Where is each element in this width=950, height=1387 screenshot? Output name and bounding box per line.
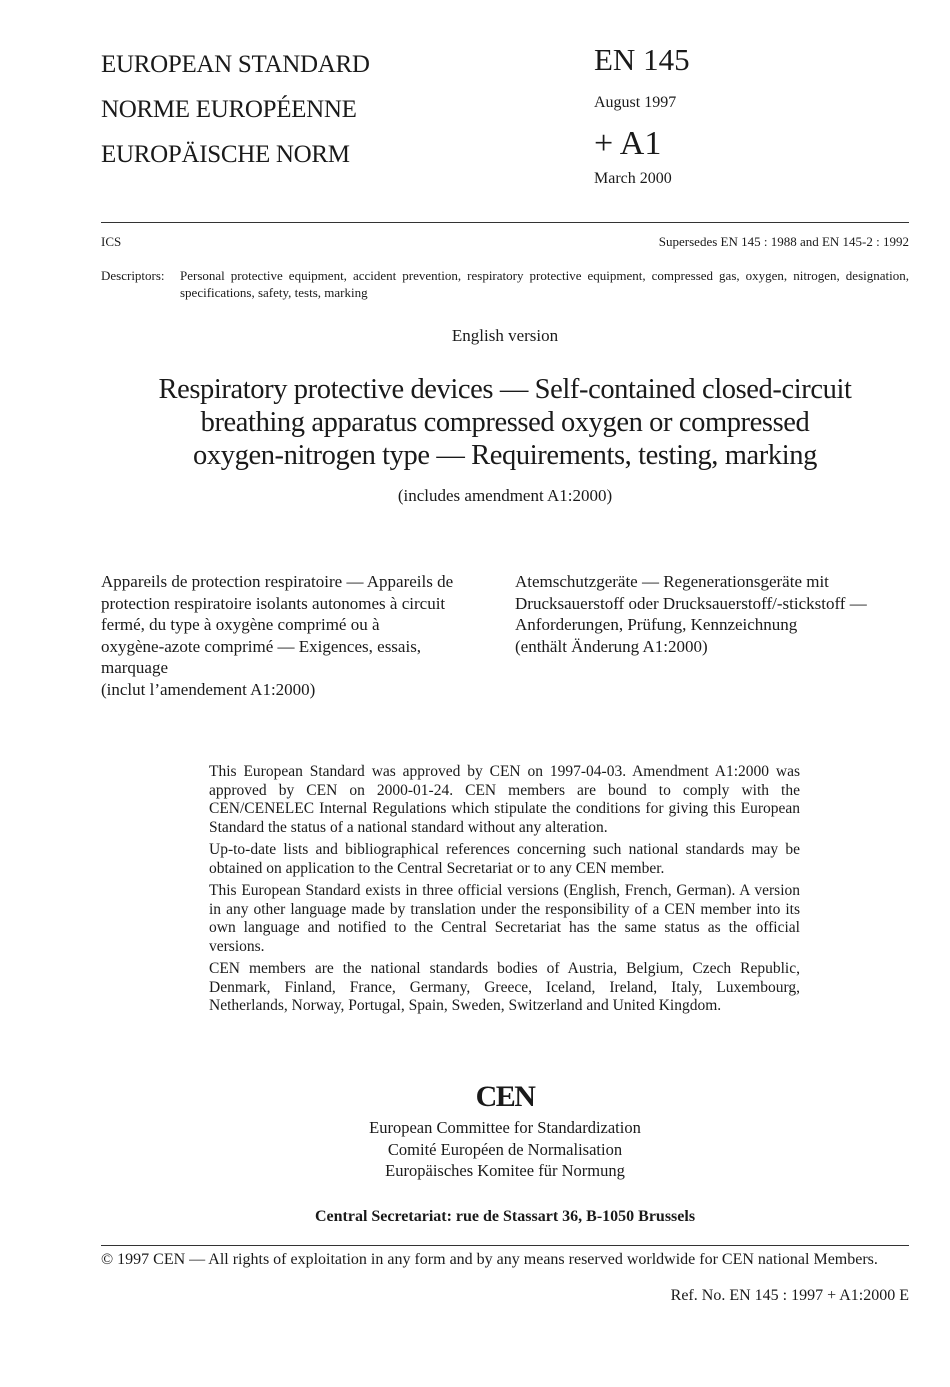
version-label: English version (451, 326, 559, 345)
french-title (101, 571, 501, 700)
header-divider (101, 222, 909, 223)
standard-type-french: NORME EUROPÉENNE (101, 96, 357, 123)
cen-name-french: Comité Européen de Normalisation (387, 1139, 623, 1159)
standard-type-german: EUROPÄISCHE NORM (101, 141, 350, 168)
french-title-line: fermé, du type à oxygène comprimé ou à (101, 615, 380, 634)
cen-name-german: Europäisches Komitee für Normung (385, 1161, 625, 1180)
standard-type-heading (101, 52, 370, 167)
standard-type-english: EUROPEAN STANDARD (101, 51, 370, 78)
german-title-line: (enthält Änderung A1:2000) (515, 636, 708, 656)
title-amendment-note: (includes amendment A1:2000) (397, 486, 613, 505)
title-line: oxygen-nitrogen type — Requirements, testing, marking (193, 440, 817, 471)
german-title-line: Drucksauerstoff oder Drucksauerstoff/-stickstoff — (515, 593, 867, 613)
cen-names (101, 1117, 909, 1182)
french-title-line: marquage (101, 658, 169, 677)
german-title-line: Atemschutzgeräte — Regenerationsgeräte mit (515, 572, 829, 591)
french-title-line: (inclut l’amendement A1:2000) (101, 679, 316, 699)
body-paragraph: CEN members are the national standards bodies of Austria, Belgium, Czech Republic, Denmark, Finland, France, Germany, Greece, Iceland, Ireland, Italy, Luxembourg, Netherlands, Norway, Portugal, Spain, Sweden, Switzerland and United Kingdom. (209, 960, 800, 1014)
amendment-date: March 2000 (594, 170, 672, 187)
document-title (101, 373, 909, 472)
title-line: Respiratory protective devices — Self-contained closed-circuit (158, 374, 852, 405)
descriptors-text: Personal protective equipment, accident prevention, respiratory protective equipment, compressed gas, oxygen, nitrogen, designation, specifications, safety, tests, marking (180, 268, 909, 300)
body-paragraph: This European Standard was approved by CEN on 1997-04-03. Amendment A1:2000 was approved by CEN on 2000-01-24. CEN members are bound to comply with the CEN/CENELEC Internal Regulations which stipulate the conditions for giving this European Standard the status of a national standard without any alteration. (209, 763, 800, 836)
body-paragraph: This European Standard exists in three official versions (English, French, German). A version in any other language made by translation under the responsibility of a CEN member into its own language and notified to the Central Secretariat has the same status as the official versions. (209, 882, 800, 955)
copyright-notice: © 1997 CEN — All rights of exploitation in any form and by any means reserved worldwide for CEN national Members. (101, 1251, 878, 1268)
descriptors-label: Descriptors: (101, 268, 165, 283)
german-title (515, 571, 909, 657)
french-title-line: protection respiratoire isolants autonomes à circuit (101, 593, 446, 613)
body-paragraph: Up-to-date lists and bibliographical references concerning such national standards may be obtained on application to the Central Secretariat or to any CEN member. (209, 841, 800, 877)
central-secretariat: Central Secretariat: rue de Stassart 36, B-1050 Brussels (314, 1208, 696, 1225)
standard-number: EN 145 (594, 42, 690, 77)
french-title-line: oxygène-azote comprimé — Exigences, essais, (101, 636, 422, 656)
title-line: breathing apparatus compressed oxygen or compressed (200, 407, 810, 438)
footer-divider (101, 1245, 909, 1246)
french-title-line: Appareils de protection respiratoire — Appareils de (101, 572, 454, 591)
standard-date: August 1997 (594, 94, 677, 111)
reference-number: Ref. No. EN 145 : 1997 + A1:2000 E (670, 1287, 909, 1304)
approval-text (209, 763, 800, 1020)
german-title-line: Anforderungen, Prüfung, Kennzeichnung (515, 615, 798, 634)
amendment-number: + A1 (594, 125, 662, 162)
ics-label: ICS (101, 234, 122, 249)
cen-logo: CEN (475, 1080, 535, 1113)
supersedes-note: Supersedes EN 145 : 1988 and EN 145-2 : 1992 (658, 234, 909, 249)
cen-name-english: European Committee for Standardization (369, 1118, 641, 1137)
